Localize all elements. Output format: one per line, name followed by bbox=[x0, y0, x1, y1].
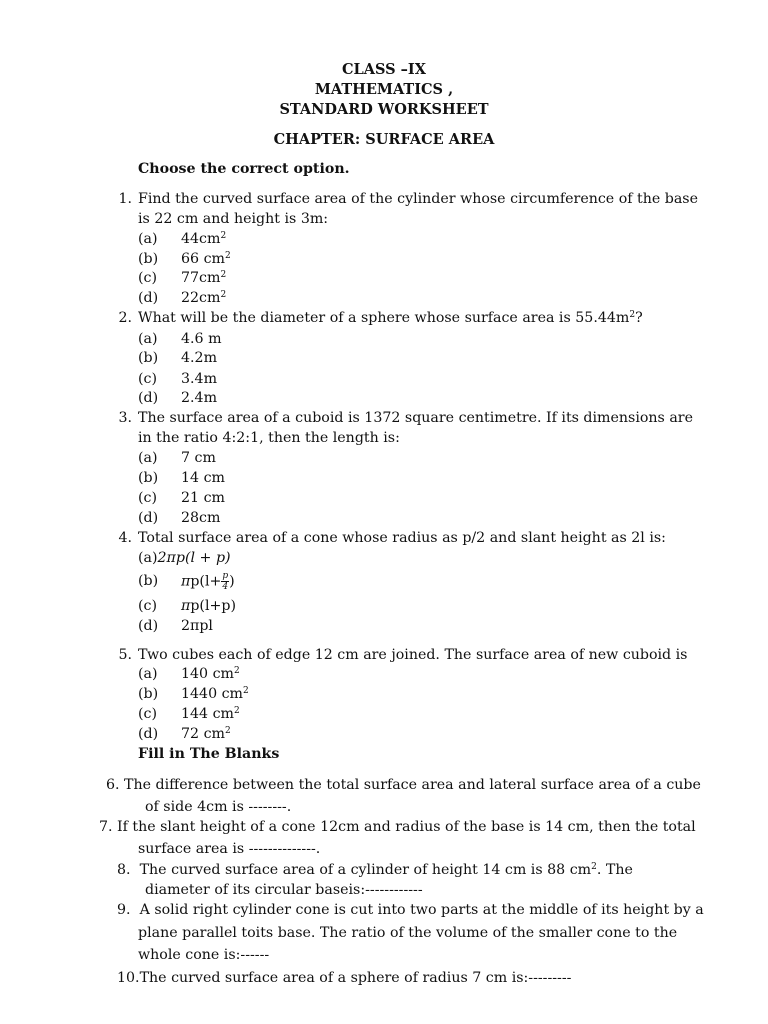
option-value: 4.2m bbox=[181, 350, 218, 366]
option-value: 28cm bbox=[181, 510, 221, 526]
question-number: 1. bbox=[118, 191, 132, 207]
option-value: 140 $cm^2$ bbox=[181, 666, 240, 682]
option-value: 2πp(l + p) bbox=[157, 550, 231, 566]
option-value: 4.6 m bbox=[181, 331, 222, 347]
question-number: 8. bbox=[117, 862, 131, 878]
option-label: (c) bbox=[138, 706, 158, 722]
option-label: (b) bbox=[138, 251, 159, 267]
blank-question-9-line3: whole cone is:------ bbox=[138, 947, 270, 963]
blank-question-6-line2: of side 4cm is --------. bbox=[145, 799, 292, 815]
blank-question-7: 7. If the slant height of a cone 12cm and radius of the base is 14 cm, then the total bbox=[99, 819, 696, 835]
question-text: Two cubes each of edge 12 cm are joined. The surface area of new cuboid is bbox=[138, 647, 688, 663]
blank-question-8-line2: diameter of its circular baseis:------------ bbox=[145, 882, 423, 898]
option-value: 3.4m bbox=[181, 371, 218, 387]
option-value: 66 $cm^2$ bbox=[181, 251, 231, 267]
option-label: (a) bbox=[138, 331, 158, 347]
option-label: (b) bbox=[138, 350, 159, 366]
worksheet-heading: STANDARD WORKSHEET bbox=[279, 101, 489, 118]
option-value: πp(l+ $\frac{p}{4}$ ) bbox=[181, 571, 235, 592]
question-1-line2: is 22 cm and height is 3m: bbox=[138, 211, 329, 227]
option-value: $44cm^2$ bbox=[181, 231, 227, 247]
option-label: (c) bbox=[138, 371, 158, 387]
option-label: (d) bbox=[138, 726, 159, 742]
question-5 bbox=[112, 645, 687, 665]
option-value: πp(l+p) bbox=[181, 598, 236, 614]
question-text: What will be the diameter of a sphere whose surface area is $55.44m^2$? bbox=[138, 310, 643, 326]
option-label: (a) bbox=[138, 666, 158, 682]
question-4 bbox=[112, 528, 666, 548]
question-text: The surface area of a cuboid is 1372 square centimetre. If its dimensions are bbox=[138, 410, 693, 426]
question-number: 3. bbox=[118, 410, 132, 426]
blank-question-9: 9. A solid right cylinder cone is cut into two parts at the middle of its height by a bbox=[117, 902, 704, 918]
option-label: (d) bbox=[138, 510, 159, 526]
option-label: (d) bbox=[138, 290, 159, 306]
question-number: 5. bbox=[118, 647, 132, 663]
option-label: (d) bbox=[138, 390, 159, 406]
question-3 bbox=[112, 408, 693, 428]
mcq-section-title: Choose the correct option. bbox=[138, 161, 350, 177]
option-value: 14 cm bbox=[181, 470, 225, 486]
option-value: 7 cm bbox=[181, 450, 216, 466]
option-label: (c) bbox=[138, 270, 158, 286]
class-heading: CLASS –IX bbox=[342, 61, 426, 78]
option-value: 1440 $cm^2$ bbox=[181, 686, 249, 702]
option-label: (a) bbox=[138, 450, 158, 466]
blanks-section-title: Fill in The Blanks bbox=[138, 746, 280, 762]
question-3-line2: in the ratio 4:2:1, then the length is: bbox=[138, 430, 400, 446]
blank-question-10: 10.The curved surface area of a sphere of radius 7 cm is:--------- bbox=[117, 970, 572, 986]
option-label: (a) bbox=[138, 550, 158, 566]
option-value: 21 cm bbox=[181, 490, 225, 506]
blank-question-7-line2: surface area is --------------. bbox=[138, 841, 321, 857]
question-text: Total surface area of a cone whose radius as p/2 and slant height as 2l is: bbox=[138, 530, 666, 546]
option-value: $22cm^2$ bbox=[181, 290, 227, 306]
option-label: (a) bbox=[138, 231, 158, 247]
fraction: $\frac{p}{4}$ bbox=[222, 571, 229, 592]
option-label: (b) bbox=[138, 573, 159, 589]
question-number: 2. bbox=[118, 310, 132, 326]
option-value: 144 $cm^2$ bbox=[181, 706, 240, 722]
question-number: 9. bbox=[117, 902, 131, 918]
question-1 bbox=[112, 189, 698, 209]
question-4-option-a bbox=[138, 548, 231, 568]
subject-heading: MATHEMATICS , bbox=[314, 81, 454, 98]
option-value: 72 $cm^2$ bbox=[181, 726, 231, 742]
chapter-heading: CHAPTER: SURFACE AREA bbox=[273, 131, 495, 148]
option-value: 2πpl bbox=[181, 618, 213, 634]
option-value: $77cm^2$ bbox=[181, 270, 227, 286]
blank-question-8: 8. The curved surface area of a cylinder of height 14 cm is 88 $cm^2$. The bbox=[117, 862, 633, 878]
option-label: (b) bbox=[138, 686, 159, 702]
question-number: 4. bbox=[118, 530, 132, 546]
option-label: (b) bbox=[138, 470, 159, 486]
blank-question-6: 6. The difference between the total surface area and lateral surface area of a cube bbox=[106, 777, 701, 793]
option-value: 2.4m bbox=[181, 390, 218, 406]
option-label: (c) bbox=[138, 598, 158, 614]
option-label: (c) bbox=[138, 490, 158, 506]
blank-question-9-line2: plane parallel toits base. The ratio of the volume of the smaller cone to the bbox=[138, 925, 678, 941]
option-label: (d) bbox=[138, 618, 159, 634]
question-text: Find the curved surface area of the cylinder whose circumference of the base bbox=[138, 191, 698, 207]
question-2 bbox=[112, 308, 643, 328]
